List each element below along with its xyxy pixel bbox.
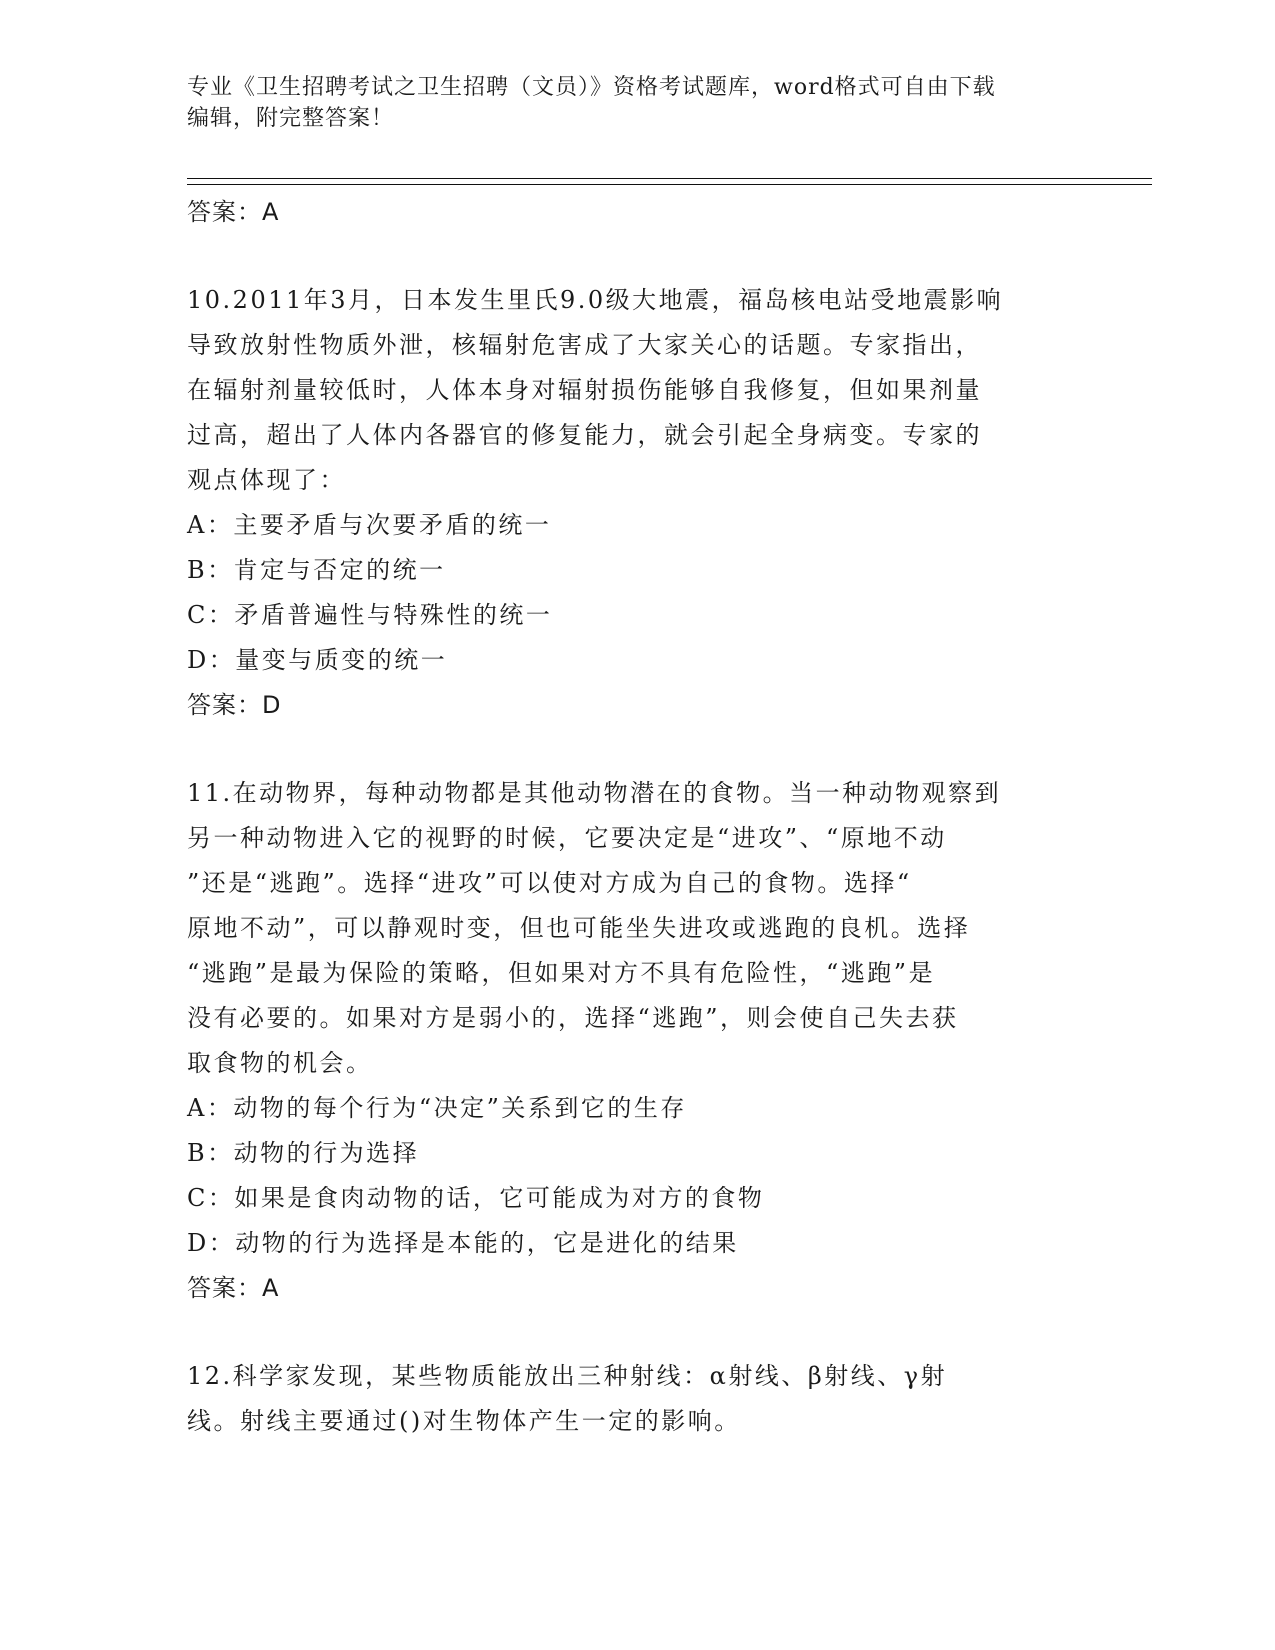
header-divider-bottom (187, 184, 1152, 185)
question-line: 线。射线主要通过()对生物体产生一定的影响。 (187, 1407, 741, 1435)
question-line: 另一种动物进入它的视野的时候，它要决定是“进攻”、“原地不动 (187, 824, 947, 852)
option-b: B：动物的行为选择 (187, 1139, 420, 1167)
header-divider-top (187, 178, 1152, 179)
question-line: 10.2011年3月，日本发生里氏9.0级大地震，福岛核电站受地震影响 (187, 286, 1004, 314)
question-list (187, 190, 1087, 1444)
option-b: B：肯定与否定的统一 (187, 556, 446, 584)
question-line: 过高，超出了人体内各器官的修复能力，就会引起全身病变。专家的 (187, 421, 982, 449)
option-a: A：主要矛盾与次要矛盾的统一 (187, 511, 552, 539)
option-c: C：如果是食肉动物的话，它可能成为对方的食物 (187, 1184, 765, 1212)
header-line-1: 专业《卫生招聘考试之卫生招聘（文员）》资格考试题库，word格式可自由下载 (187, 75, 996, 100)
option-d: D：动物的行为选择是本能的，它是进化的结果 (187, 1229, 739, 1257)
page-header (187, 72, 1067, 134)
question-line: 12.科学家发现，某些物质能放出三种射线：α射线、β射线、γ射 (187, 1362, 948, 1390)
question-line: 11.在动物界，每种动物都是其他动物潜在的食物。当一种动物观察到 (187, 779, 1002, 807)
answer-label: 答案：D (187, 691, 282, 719)
question-line: ”还是“逃跑”。选择“进攻”可以使对方成为自己的食物。选择“ (187, 869, 912, 897)
question-10 (187, 278, 1087, 727)
option-a: A：动物的每个行为“决定”关系到它的生存 (187, 1094, 687, 1122)
question-text (187, 771, 1087, 1086)
question-text (187, 1354, 1087, 1444)
question-line: 取食物的机会。 (187, 1049, 373, 1077)
question-line: 在辐射剂量较低时，人体本身对辐射损伤能够自我修复，但如果剂量 (187, 376, 982, 404)
question-line: 导致放射性物质外泄，核辐射危害成了大家关心的话题。专家指出， (187, 331, 982, 359)
option-c: C：矛盾普遍性与特殊性的统一 (187, 601, 553, 629)
question-line: 原地不动”，可以静观时变，但也可能坐失进攻或逃跑的良机。选择 (187, 914, 971, 942)
question-line: “逃跑”是最为保险的策略，但如果对方不具有危险性，“逃跑”是 (187, 959, 936, 987)
question-line: 观点体现了： (187, 466, 346, 494)
header-line-2: 编辑，附完整答案！ (187, 106, 395, 131)
answer-label: 答案：A (187, 198, 280, 226)
question-11 (187, 771, 1087, 1310)
question-line: 没有必要的。如果对方是弱小的，选择“逃跑”，则会使自己失去获 (187, 1004, 959, 1032)
option-d: D：量变与质变的统一 (187, 646, 448, 674)
question-text (187, 278, 1087, 503)
question-12 (187, 1354, 1087, 1444)
answer-label: 答案：A (187, 1274, 280, 1302)
